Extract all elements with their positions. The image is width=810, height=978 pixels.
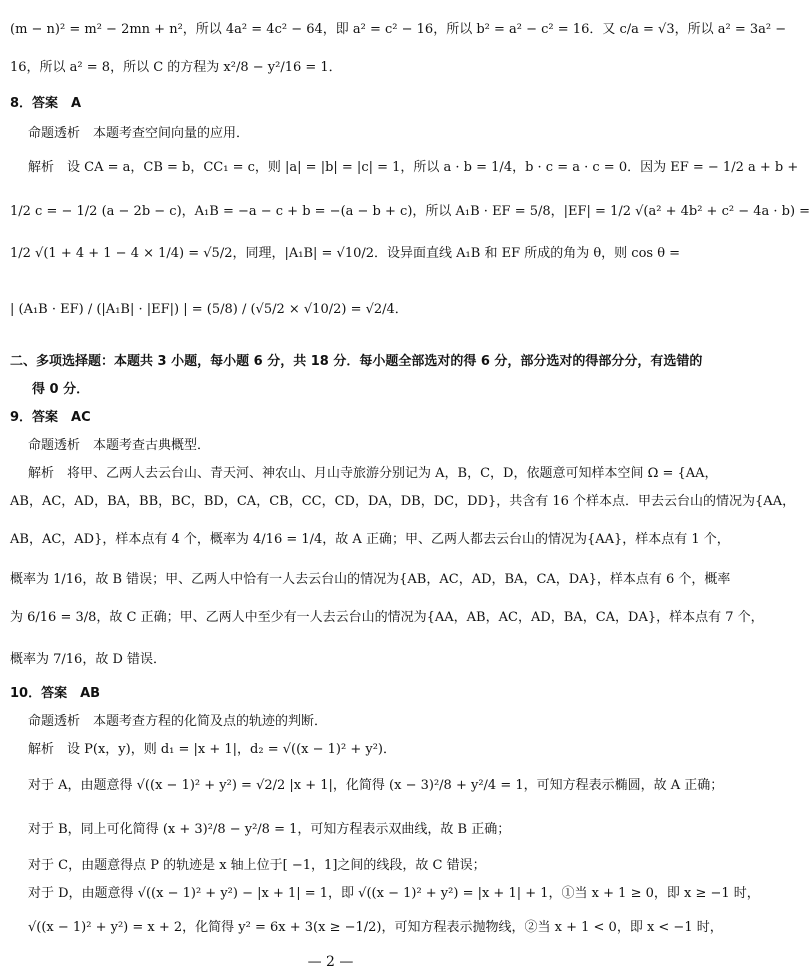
analysis-focus-10: 命题透析 本题考查方程的化简及点的轨迹的判断． xyxy=(28,714,328,729)
solution-9-line-6: 概率为 7/16，故 D 错误． xyxy=(10,652,167,667)
solution-8-line-4: | (A₁B · EF) / (|A₁B| · |EF|) | = (5/8) / (√5/2 × √10/2) = √2/4． xyxy=(10,302,408,317)
solution-10-line-6: √((x − 1)² + y²) = x + 2，化简得 y² = 6x + 3(x ≥ −1/2)，可知方程表示抛物线，②当 x + 1 < 0，即 x < −1 时， xyxy=(28,920,723,935)
page-number: — 2 — xyxy=(307,954,354,970)
answer-8: 8．答案 A xyxy=(10,96,82,111)
solution-10-line-4: 对于 C，由题意得点 P 的轨迹是 x 轴上位于[ −1，1]之间的线段，故 C 错误； xyxy=(28,858,486,873)
solution-8-line-2: 1/2 c = − 1/2 (a − 2b − c)，A₁B = −a − c + b = −(a − b + c)，所以 A₁B · EF = 5/8，|EF| = 1/2 √(a² + 4b² + c² − 4a · b) = xyxy=(10,204,810,219)
analysis-focus-8: 命题透析 本题考查空间向量的应用． xyxy=(28,126,250,141)
section-heading-continued: 得 0 分． xyxy=(32,382,90,397)
solution-10-line-1: 解析 设 P(x，y)，则 d₁ = |x + 1|，d₂ = √((x − 1)² + y²)． xyxy=(28,742,396,757)
solution-8-line-1: 解析 设 CA = a，CB = b，CC₁ = c，则 |a| = |b| = |c| = 1，所以 a · b = 1/4，b · c = a · c = 0．因为 EF = − 1/2 a + b + xyxy=(28,160,799,175)
solution-9-line-2: AB，AC，AD，BA，BB，BC，BD，CA，CB，CC，CD，DA，DB，DC，DD}，共含有 16 个样本点．甲去云台山的情况为{AA， xyxy=(10,494,796,509)
analysis-focus-9: 命题透析 本题考查古典概型． xyxy=(28,438,211,453)
solution-10-line-3: 对于 B，同上可化简得 (x + 3)²/8 − y²/8 = 1，可知方程表示双曲线，故 B 正确； xyxy=(28,822,511,837)
solution-10-line-2: 对于 A，由题意得 √((x − 1)² + y²) = √2/2 |x + 1|，化简得 (x − 3)²/8 + y²/4 = 1，可知方程表示椭圆，故 A 正确； xyxy=(28,778,724,793)
solution-8-line-3: 1/2 √(1 + 4 + 1 − 4 × 1/4) = √5/2，同理，|A₁B| = √10/2．设异面直线 A₁B 和 EF 所成的角为 θ，则 cos θ = xyxy=(10,246,681,261)
line-1: (m − n)² = m² − 2mn + n²，所以 4a² = 4c² − 64，即 a² = c² − 16，所以 b² = a² − c² = 16．又 c/a = √3，所以 a² = 3a² − xyxy=(10,22,787,37)
line-2: 16，所以 a² = 8，所以 C 的方程为 x²/8 − y²/16 = 1． xyxy=(10,60,342,75)
solution-9-line-5: 为 6/16 = 3/8，故 C 正确；甲、乙两人中至少有一人去云台山的情况为{AA，AB，AC，AD，BA，CA，DA}，样本点有 7 个， xyxy=(10,610,764,625)
answer-10: 10．答案 AB xyxy=(10,686,101,701)
answer-9: 9．答案 AC xyxy=(10,410,91,425)
solution-9-line-4: 概率为 1/16，故 B 错误；甲、乙两人中恰有一人去云台山的情况为{AB，AC，AD，BA，CA，DA}，样本点有 6 个，概率 xyxy=(10,572,731,587)
solution-9-line-3: AB，AC，AD}，样本点有 4 个，概率为 4/16 = 1/4，故 A 正确；甲、乙两人都去云台山的情况为{AA}，样本点有 1 个， xyxy=(10,532,730,547)
solution-10-line-5: 对于 D，由题意得 √((x − 1)² + y²) − |x + 1| = 1，即 √((x − 1)² + y²) = |x + 1| + 1，①当 x + 1 ≥ 0，即 x ≥ −1 时， xyxy=(28,886,760,901)
section-heading-multiple-choice: 二、多项选择题：本题共 3 小题，每小题 6 分，共 18 分．每小题全部选对的得 6 分，部分选对的得部分分，有选错的 xyxy=(10,354,703,369)
solution-9-line-1: 解析 将甲、乙两人去云台山、青天河、神农山、月山寺旅游分别记为 A，B，C，D，依题意可知样本空间 Ω = {AA， xyxy=(28,466,718,481)
